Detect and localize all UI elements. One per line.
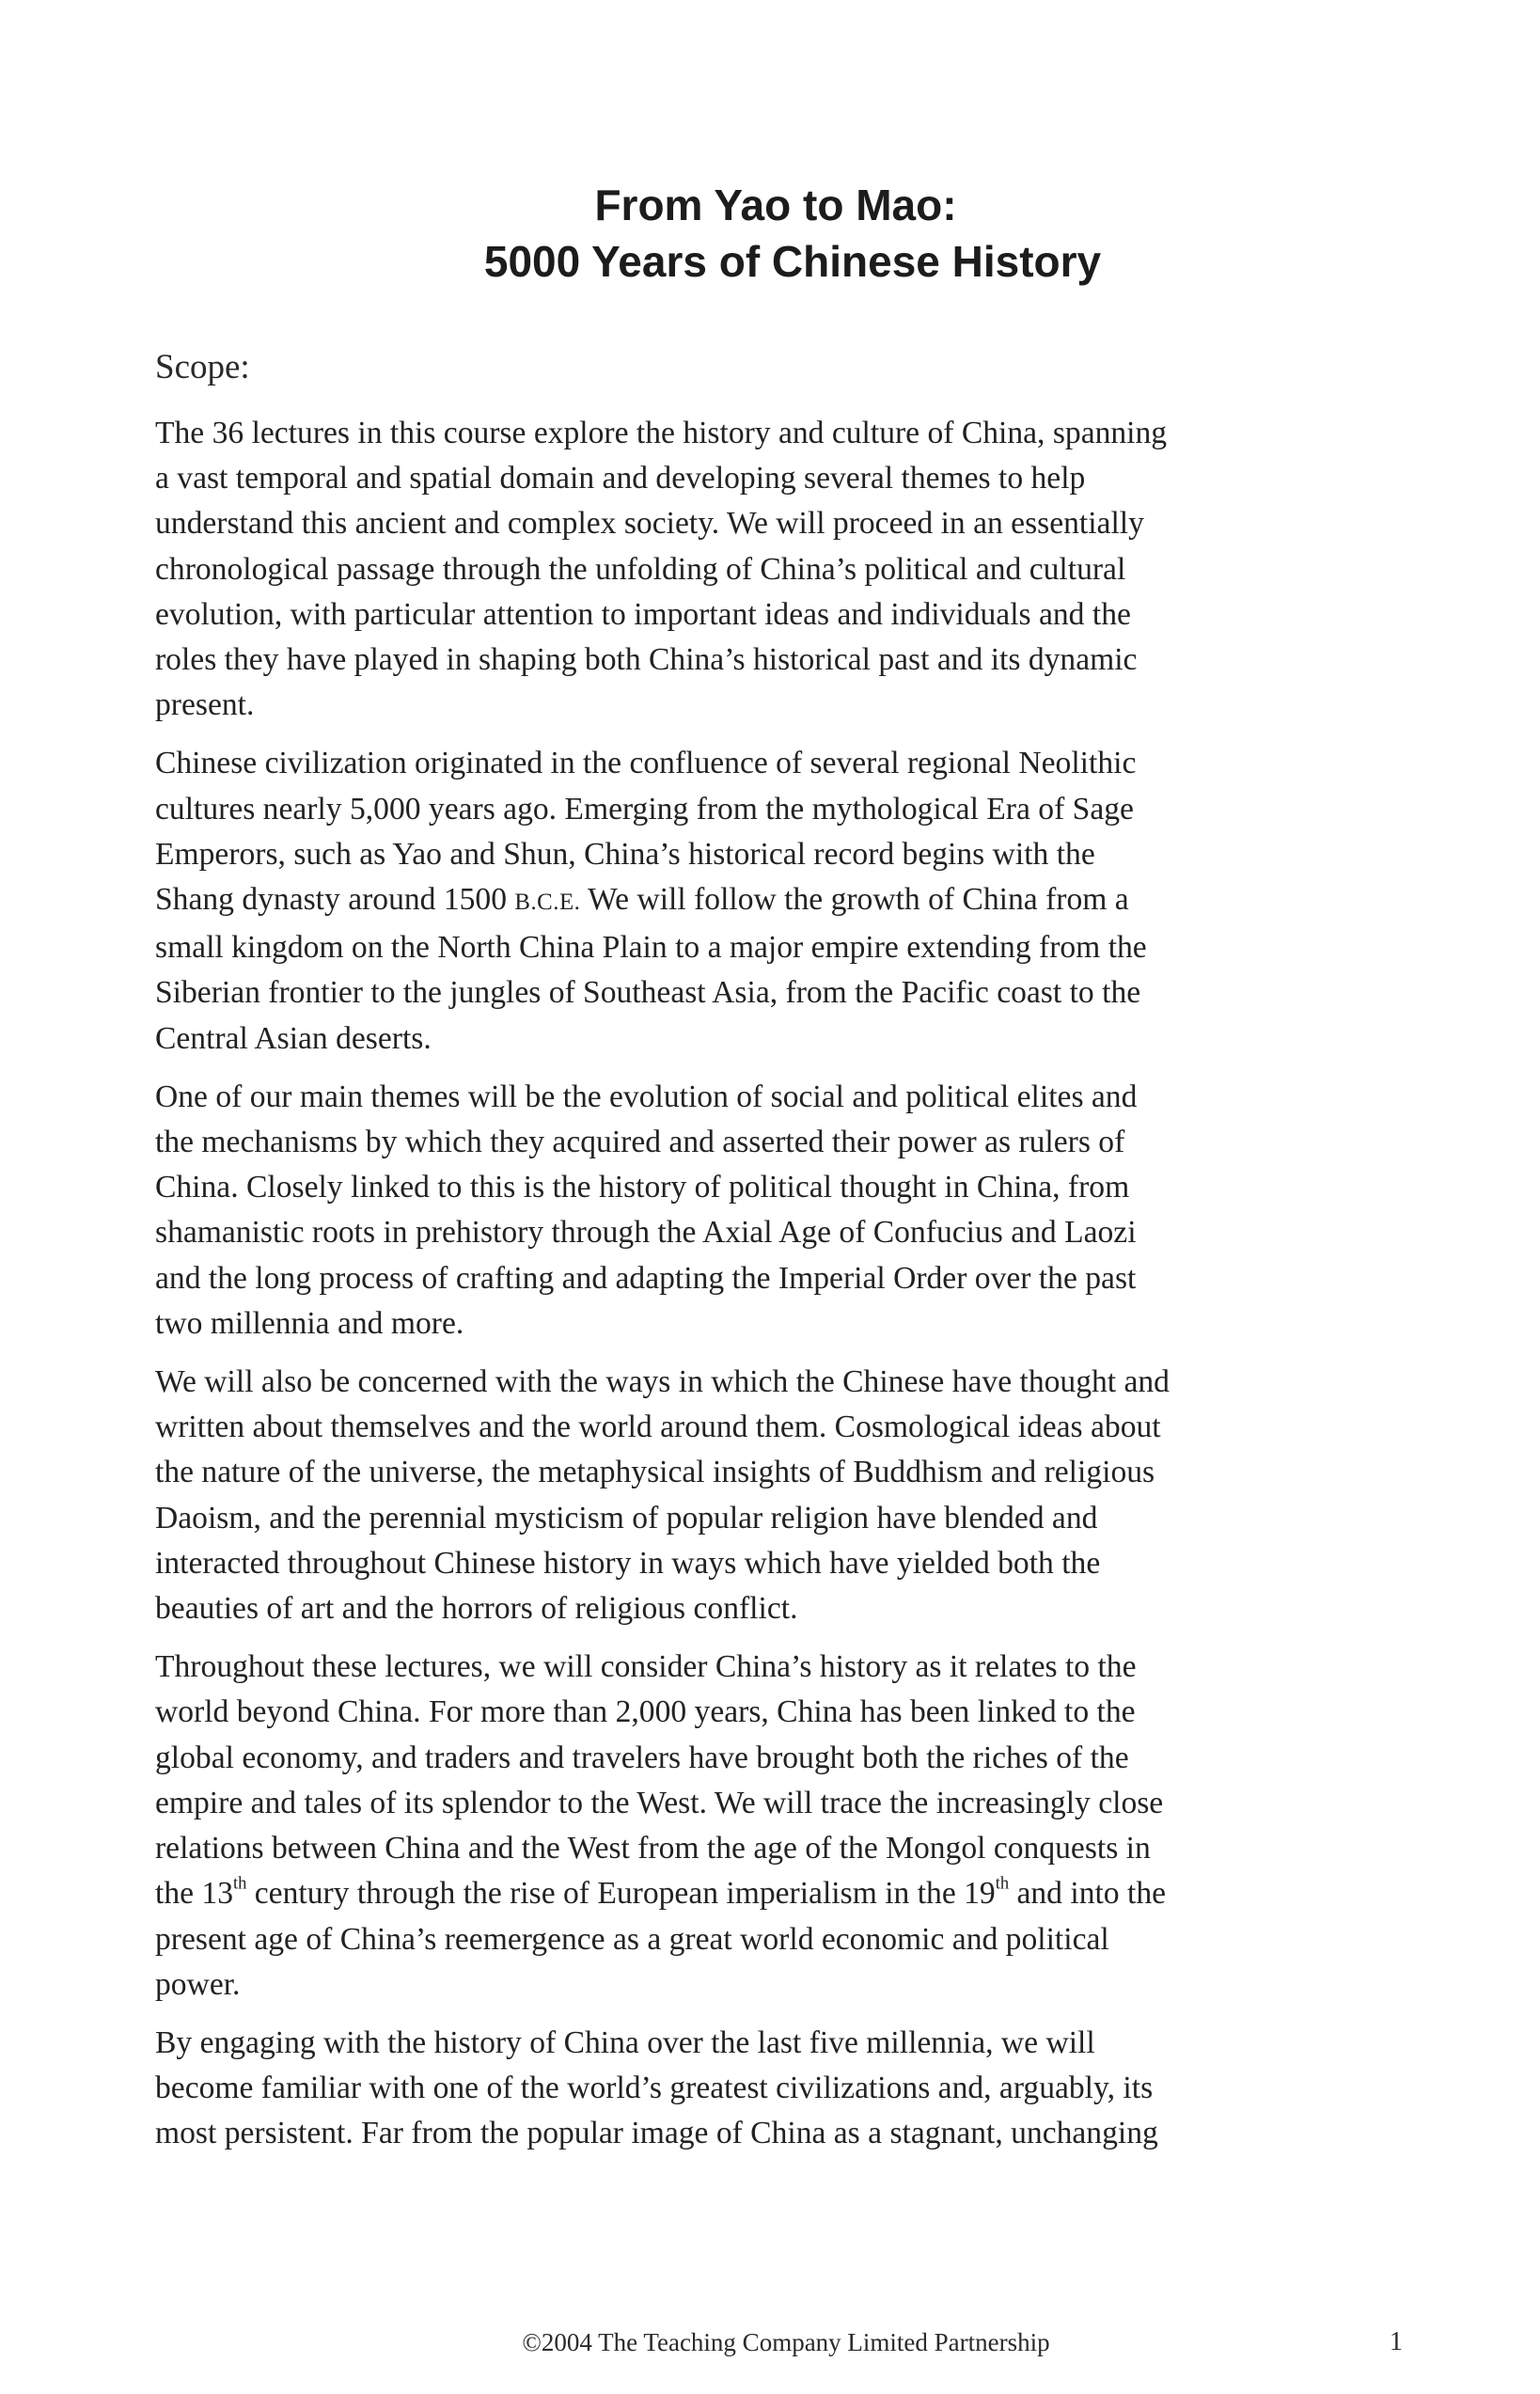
paragraph-line: two millennia and more. bbox=[155, 1305, 464, 1341]
paragraph-line: power. bbox=[155, 1966, 241, 2002]
document-title bbox=[0, 177, 1540, 290]
paragraph-line: present. bbox=[155, 687, 255, 723]
paragraph-line: Throughout these lectures, we will consider China’s history as it relates to the bbox=[155, 1649, 1137, 1685]
paragraph-1 bbox=[155, 411, 1424, 728]
paragraph-line: cultures nearly 5,000 years ago. Emerging from the mythological Era of Sage bbox=[155, 791, 1134, 827]
paragraph-6 bbox=[155, 2021, 1424, 2157]
paragraph-line: world beyond China. For more than 2,000 years, China has been linked to the bbox=[155, 1694, 1136, 1730]
paragraph-line: and the long process of crafting and adapting the Imperial Order over the past bbox=[155, 1260, 1137, 1296]
paragraph-line: We will also be concerned with the ways in which the Chinese have thought and bbox=[155, 1364, 1170, 1400]
paragraph-line: roles they have played in shaping both China’s historical past and its dynamic bbox=[155, 642, 1138, 678]
paragraph-line: China. Closely linked to this is the history of political thought in China, from bbox=[155, 1170, 1130, 1205]
paragraph-line: relations between China and the West from the age of the Mongol conquests in bbox=[155, 1831, 1151, 1866]
paragraph-line: present age of China’s reemergence as a great world economic and political bbox=[155, 1921, 1109, 1957]
section-heading-scope: Scope: bbox=[155, 348, 250, 386]
paragraph-3 bbox=[155, 1075, 1424, 1347]
paragraph-line: chronological passage through the unfolding of China’s political and cultural bbox=[155, 551, 1126, 587]
paragraph-line: Daoism, and the perennial mysticism of popular religion have blended and bbox=[155, 1500, 1098, 1536]
title-line-1: From Yao to Mao: bbox=[594, 181, 957, 229]
paragraph-line: shamanistic roots in prehistory through the Axial Age of Confucius and Laozi bbox=[155, 1215, 1137, 1251]
page-number: 1 bbox=[1390, 2327, 1403, 2356]
body-text bbox=[155, 411, 1424, 2170]
paragraph-line: the mechanisms by which they acquired and asserted their power as rulers of bbox=[155, 1125, 1125, 1160]
title-line-2: 5000 Years of Chinese History bbox=[483, 237, 1102, 286]
paragraph-line: evolution, with particular attention to important ideas and individuals and the bbox=[155, 596, 1131, 632]
paragraph-4 bbox=[155, 1360, 1424, 1631]
footer-copyright: ©2004 The Teaching Company Limited Partnership bbox=[522, 2328, 1050, 2356]
paragraph-2 bbox=[155, 741, 1424, 1061]
paragraph-line: become familiar with one of the world’s greatest civilizations and, arguably, its bbox=[155, 2071, 1154, 2106]
paragraph-line: most persistent. Far from the popular image of China as a stagnant, unchanging bbox=[155, 2116, 1158, 2151]
paragraph-line: By engaging with the history of China over the last five millennia, we will bbox=[155, 2024, 1095, 2060]
paragraph-line: the 13th century through the rise of European imperialism in the 19th and into the bbox=[155, 1873, 1167, 1912]
paragraph-line: Chinese civilization originated in the confluence of several regional Neolithic bbox=[155, 746, 1137, 781]
paragraph-line: The 36 lectures in this course explore the history and culture of China, spanning bbox=[155, 416, 1168, 450]
paragraph-line: interacted throughout Chinese history in ways which have yielded both the bbox=[155, 1545, 1101, 1581]
paragraph-line: understand this ancient and complex society. We will proceed in an essentially bbox=[155, 506, 1144, 542]
paragraph-line: beauties of art and the horrors of religious conflict. bbox=[155, 1591, 798, 1627]
paragraph-line: One of our main themes will be the evolution of social and political elites and bbox=[155, 1079, 1138, 1114]
paragraph-line: the nature of the universe, the metaphysical insights of Buddhism and religious bbox=[155, 1455, 1155, 1490]
paragraph-line: Shang dynasty around 1500 B.C.E. We will follow the growth of China from a bbox=[155, 882, 1129, 918]
paragraph-5 bbox=[155, 1645, 1424, 2008]
paragraph-line: empire and tales of its splendor to the West. We will trace the increasingly close bbox=[155, 1785, 1164, 1820]
paragraph-line: written about themselves and the world around them. Cosmological ideas about bbox=[155, 1410, 1161, 1445]
paragraph-line: small kingdom on the North China Plain to a major empire extending from the bbox=[155, 930, 1147, 966]
paragraph-line: Central Asian deserts. bbox=[155, 1020, 432, 1056]
paragraph-line: a vast temporal and spatial domain and developing several themes to help bbox=[155, 461, 1086, 496]
paragraph-line: global economy, and traders and travelers have brought both the riches of the bbox=[155, 1740, 1129, 1775]
paragraph-line: Emperors, such as Yao and Shun, China’s historical record begins with the bbox=[155, 836, 1095, 872]
paragraph-line: Siberian frontier to the jungles of Southeast Asia, from the Pacific coast to the bbox=[155, 975, 1141, 1011]
